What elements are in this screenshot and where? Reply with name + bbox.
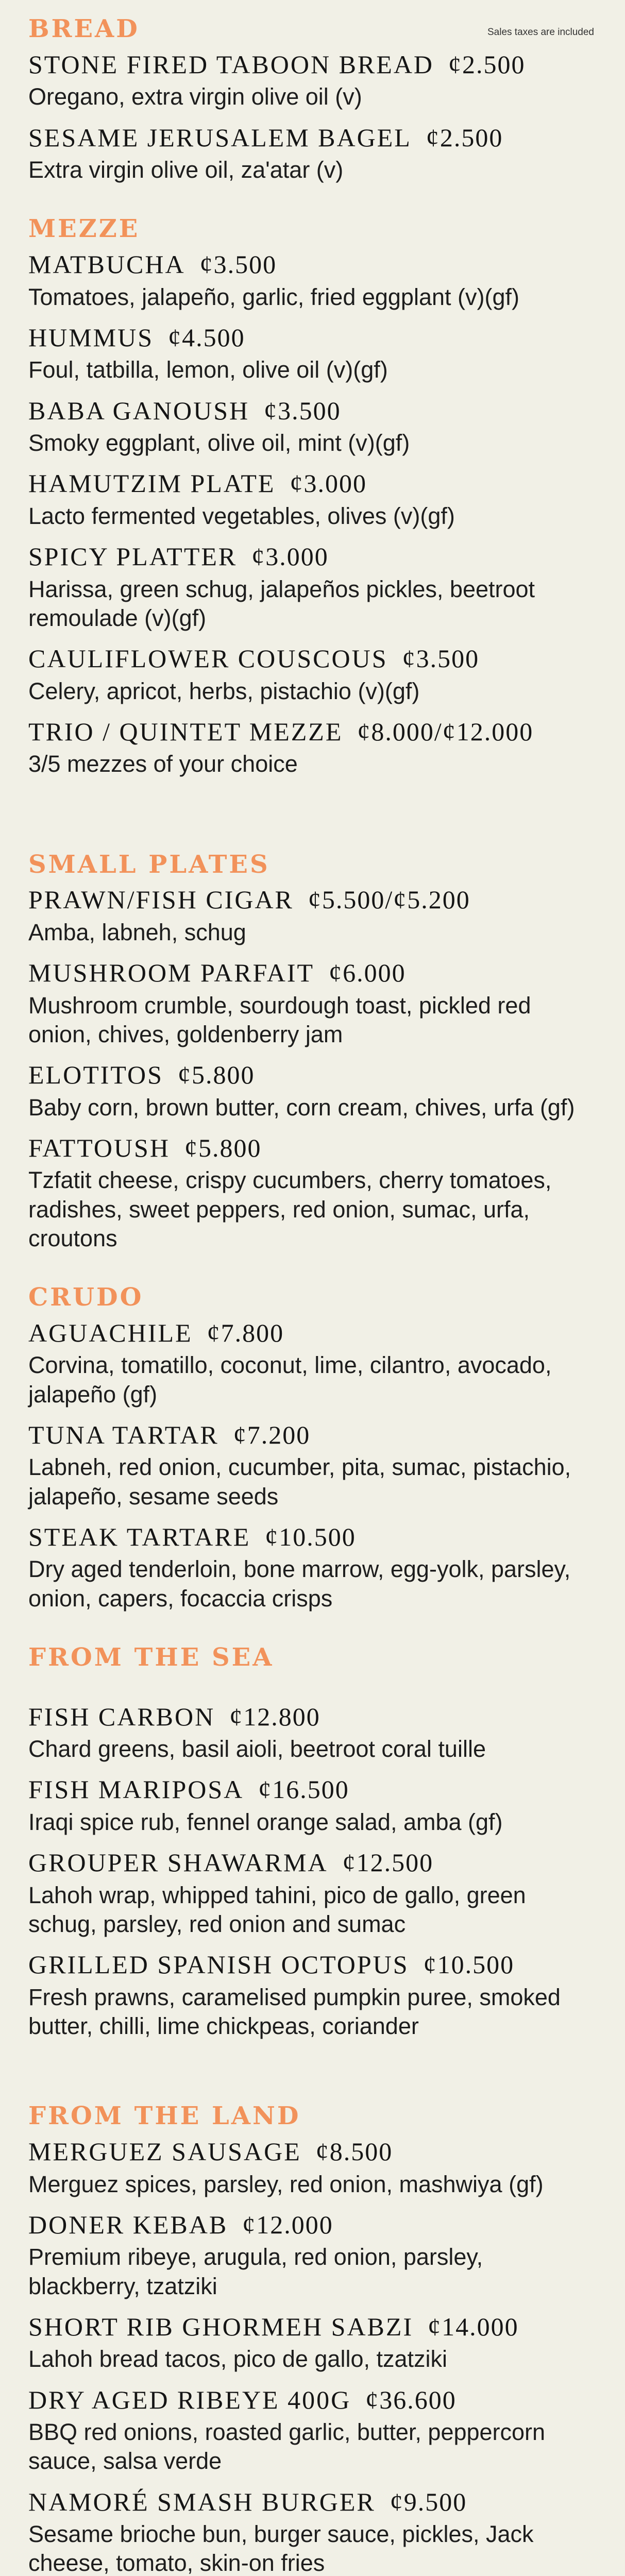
dish-description: BBQ red onions, roasted garlic, butter, peppercorn sauce, salsa verde [28, 2419, 546, 2475]
dish-price: ¢6.000 [329, 958, 406, 988]
dish-price: ¢3.500 [199, 250, 277, 279]
dish-description: Lacto fermented vegetables, olives (v)(gf) [28, 502, 455, 529]
dish-name: SPICY PLATTER [28, 542, 238, 571]
section-title: FROM THE LAND [28, 2102, 301, 2131]
menu-item-header [28, 1060, 594, 1090]
dish-name: TUNA TARTAR [28, 1420, 219, 1449]
menu-item [28, 1318, 594, 1409]
menu-item-header [28, 1950, 594, 1980]
dish-name: TRIO / QUINTET MEZZE [28, 717, 343, 746]
dish-description: Extra virgin olive oil, za'atar (v) [28, 157, 344, 183]
dish-price: ¢16.500 [258, 1775, 349, 1804]
menu-item [28, 958, 594, 1049]
menu-section [28, 215, 594, 778]
menu-item-header [28, 323, 594, 353]
dish-name: HUMMUS [28, 323, 154, 352]
menu-item [28, 542, 594, 633]
dish-price: ¢5.500/¢5.200 [308, 885, 470, 914]
menu-item [28, 885, 594, 947]
dish-name: AGUACHILE [28, 1318, 193, 1347]
dish-description: Celery, apricot, herbs, pistachio (v)(gf) [28, 677, 420, 704]
dish-description: Tomatoes, jalapeño, garlic, fried eggplant (v)(gf) [28, 283, 519, 310]
dish-name: SESAME JERUSALEM BAGEL [28, 123, 412, 152]
dish-name: STEAK TARTARE [28, 1522, 251, 1551]
menu-item-header [28, 542, 594, 572]
dish-description: Dry aged tenderloin, bone marrow, egg-yolk, parsley, onion, capers, focaccia crisps [28, 1556, 571, 1612]
dish-description: Merguez spices, parsley, red onion, mashwiya (gf) [28, 2171, 544, 2197]
menu-item [28, 50, 594, 112]
dish-description: Oregano, extra virgin olive oil (v) [28, 83, 362, 110]
menu-item-header [28, 2487, 594, 2517]
dish-description: Foul, tatbilla, lemon, olive oil (v)(gf) [28, 357, 388, 383]
dish-name: NAMORÉ SMASH BURGER [28, 2487, 376, 2516]
dish-price: ¢3.000 [290, 469, 367, 498]
dish-name: GRILLED SPANISH OCTOPUS [28, 1950, 409, 1979]
menu-item [28, 2137, 594, 2199]
menu-item [28, 1133, 594, 1253]
dish-price: ¢2.500 [426, 123, 503, 152]
menu-item [28, 1848, 594, 1939]
menu-section [28, 1644, 594, 2041]
tax-notice: Sales taxes are included [487, 27, 594, 38]
menu-item [28, 1522, 594, 1613]
dish-name: FISH CARBON [28, 1702, 215, 1731]
dish-description: Baby corn, brown butter, corn cream, chives, urfa (gf) [28, 1094, 575, 1121]
menu-item-header [28, 1522, 594, 1552]
dish-price: ¢7.200 [233, 1420, 311, 1449]
dish-name: PRAWN/FISH CIGAR [28, 885, 294, 914]
menu-item-header [28, 2385, 594, 2415]
dish-name: MERGUEZ SAUSAGE [28, 2137, 301, 2166]
menu-item [28, 1950, 594, 2041]
menu-item-header [28, 717, 594, 747]
menu-item-header [28, 1318, 594, 1348]
section-title: FROM THE SEA [28, 1642, 274, 1672]
dish-price: ¢8.000/¢12.000 [357, 717, 534, 746]
dish-description: Premium ribeye, arugula, red onion, parsley, blackberry, tzatziki [28, 2244, 483, 2299]
menu-item-header [28, 123, 594, 153]
dish-price: ¢10.500 [423, 1950, 515, 1979]
dish-description: Fresh prawns, caramelised pumpkin puree, smoked butter, chilli, lime chickpeas, coriander [28, 1984, 561, 2039]
dish-description: Iraqi spice rub, fennel orange salad, amba (gf) [28, 1808, 503, 1835]
dish-name: SHORT RIB GHORMEH SABZI [28, 2312, 414, 2341]
menu-item-header [28, 2137, 594, 2167]
dish-price: ¢5.800 [184, 1133, 262, 1162]
dish-description: Lahoh bread tacos, pico de gallo, tzatziki [28, 2346, 448, 2372]
dish-price: ¢10.500 [265, 1522, 356, 1551]
dish-name: FATTOUSH [28, 1133, 170, 1162]
dish-name: MUSHROOM PARFAIT [28, 958, 315, 988]
menu-item-header [28, 2210, 594, 2240]
menu-item [28, 1060, 594, 1122]
section-title: SMALL PLATES [28, 850, 270, 879]
menu-body [28, 15, 594, 2576]
section-title: BREAD [28, 14, 140, 43]
menu-section [28, 1284, 594, 1613]
menu-item-header [28, 958, 594, 988]
dish-description: Mushroom crumble, sourdough toast, pickled red onion, chives, goldenberry jam [28, 992, 531, 1047]
menu-item [28, 323, 594, 385]
dish-price: ¢3.500 [264, 396, 341, 425]
dish-name: HAMUTZIM PLATE [28, 469, 276, 498]
dish-price: ¢5.800 [177, 1060, 255, 1090]
menu-item-header [28, 885, 594, 915]
dish-name: BABA GANOUSH [28, 396, 250, 425]
menu-item-header [28, 396, 594, 426]
menu-item [28, 1702, 594, 1764]
dish-name: DRY AGED RIBEYE 400G [28, 2385, 351, 2414]
dish-description: Amba, labneh, schug [28, 919, 246, 945]
menu-item [28, 396, 594, 458]
menu-item [28, 644, 594, 706]
dish-description: Smoky eggplant, olive oil, mint (v)(gf) [28, 430, 410, 456]
dish-name: DONER KEBAB [28, 2210, 228, 2239]
menu-item-header [28, 1775, 594, 1805]
dish-description: Labneh, red onion, cucumber, pita, sumac, pistachio, jalapeño, sesame seeds [28, 1454, 571, 1510]
dish-description: Chard greens, basil aioli, beetroot coral tuille [28, 1736, 486, 1762]
dish-price: ¢36.600 [365, 2385, 457, 2414]
dish-description: Corvina, tomatillo, coconut, lime, cilantro, avocado, jalapeño (gf) [28, 1352, 552, 1408]
section-title: CRUDO [28, 1283, 144, 1312]
dish-price: ¢14.000 [428, 2312, 519, 2341]
dish-price: ¢9.500 [390, 2487, 467, 2516]
menu-item [28, 2210, 594, 2301]
menu-item-header [28, 250, 594, 280]
dish-price: ¢8.500 [315, 2137, 393, 2166]
menu-section [28, 15, 594, 184]
menu-item-header [28, 644, 594, 674]
dish-description: 3/5 mezzes of your choice [28, 751, 298, 777]
menu-item [28, 2312, 594, 2374]
menu-item-header [28, 469, 594, 499]
dish-price: ¢12.800 [229, 1702, 320, 1731]
dish-description: Sesame brioche bun, burger sauce, pickles, Jack cheese, tomato, skin-on fries [28, 2521, 534, 2576]
dish-price: ¢7.800 [207, 1318, 284, 1347]
menu-item-header [28, 1420, 594, 1450]
dish-name: GROUPER SHAWARMA [28, 1848, 328, 1877]
dish-name: MATBUCHA [28, 250, 185, 279]
menu-item-header [28, 1848, 594, 1878]
dish-price: ¢3.000 [251, 542, 329, 571]
menu-item [28, 123, 594, 185]
menu-item [28, 717, 594, 779]
dish-price: ¢3.500 [402, 644, 480, 673]
dish-description: Lahoh wrap, whipped tahini, pico de gallo, green schug, parsley, red onion and sumac [28, 1882, 526, 1937]
dish-price: ¢2.500 [448, 49, 526, 79]
menu-item-header [28, 1133, 594, 1163]
dish-name: CAULIFLOWER COUSCOUS [28, 644, 388, 673]
menu-item-header [28, 1702, 594, 1732]
menu-item-header [28, 50, 594, 80]
dish-price: ¢12.500 [342, 1848, 434, 1877]
menu-item [28, 1420, 594, 1511]
dish-price: ¢12.000 [242, 2210, 333, 2239]
menu-item [28, 2487, 594, 2576]
menu-item [28, 469, 594, 531]
section-title: MEZZE [28, 214, 140, 244]
menu-item [28, 1775, 594, 1837]
menu-item [28, 2385, 594, 2476]
menu-section [28, 2103, 594, 2576]
menu-section [28, 851, 594, 1253]
dish-description: Harissa, green schug, jalapeños pickles, beetroot remoulade (v)(gf) [28, 575, 535, 631]
dish-name: FISH MARIPOSA [28, 1775, 244, 1804]
dish-name: STONE FIRED TABOON BREAD [28, 49, 434, 79]
menu-item-header [28, 2312, 594, 2342]
menu-item [28, 250, 594, 312]
dish-price: ¢4.500 [168, 323, 245, 352]
dish-description: Tzfatit cheese, crispy cucumbers, cherry tomatoes, radishes, sweet peppers, red onion, sumac, urfa, croutons [28, 1167, 552, 1251]
dish-name: ELOTITOS [28, 1060, 163, 1090]
